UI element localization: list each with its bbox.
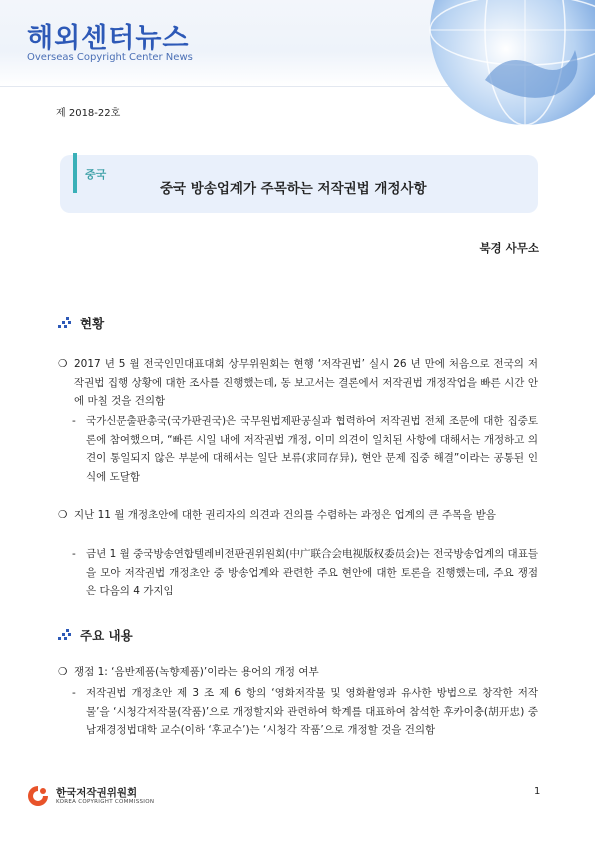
newsletter-subtitle: Overseas Copyright Center News (27, 52, 193, 63)
section-dots-icon (58, 316, 72, 330)
country-tag: 중국 (85, 168, 107, 181)
sub-item (72, 684, 538, 740)
office-name: 북경 사무소 (479, 241, 539, 255)
sub-item (72, 545, 538, 601)
section-heading-label: 주요 내용 (80, 628, 133, 643)
footer-logo (26, 784, 154, 808)
banner-accent-bar (73, 153, 77, 193)
org-name-ko: 한국저작권위원회 (56, 787, 138, 799)
globe-graphic (425, 0, 595, 130)
bullet-icon: ❍ (58, 509, 68, 521)
list-item-text: 쟁점 1: ‘음반제품(녹향제품)’이라는 용어의 개정 여부 (74, 666, 319, 678)
dash-icon: - (72, 687, 76, 699)
sub-item (72, 412, 538, 486)
sub-item-text: 국가신문출판총국(국가판권국)은 국무원법제판공실과 협력하여 저작권법 전체 조문에 대한 집중토론에 참여했으며, “빠른 시일 내에 저작권법 개정, 이미 의견이 일치된 사항에 대해서는 개정하고 의견이 통일되지 않은 부분에 대해서는 일단 보류(求同存异), 현안 문제 집중 해결”이라는 공통된 인식에 도달함 (86, 415, 538, 483)
section-heading (58, 626, 133, 644)
sub-item-text: 금년 1 월 중국방송연합텔레비전판권위원회(中广联合会电视版权委员会)는 전국방송업계의 대표들을 모아 저작권법 개정초안 중 방송업계와 관련한 주요 현안에 대한 토론을 진행했는데, 주요 쟁점은 다음의 4 가지임 (86, 548, 538, 597)
section-dots-icon (58, 628, 72, 642)
org-name-en: KOREA COPYRIGHT COMMISSION (56, 799, 155, 805)
bullet-icon: ❍ (58, 666, 68, 678)
section-heading (58, 314, 104, 332)
bullet-icon: ❍ (58, 358, 68, 370)
dash-icon: - (72, 415, 76, 427)
section-heading-label: 현황 (80, 316, 105, 331)
list-item (58, 506, 538, 525)
sub-item-text: 저작권법 개정초안 제 3 조 제 6 항의 ‘영화저작물 및 영화촬영과 유사한 방법으로 창작한 저작물’을 ‘시청각저작물(작품)’으로 개정할지와 관련하여 학계를 대표하여 참석한 후카이충(胡开忠) 중남재경정법대학 교수(이하 ‘후교수’)는 ‘시청각 작품’으로 개정할 것을 건의함 (86, 687, 538, 736)
list-item-text: 2017 년 5 월 전국인민대표대회 상무위원회는 현행 ‘저작권법’ 실시 26 년 만에 처음으로 전국의 저작권법 집행 상황에 대한 조사를 진행했는데, 동 보고서는 결론에서 저작권법 개정작업을 빠른 시간 안에 마칠 것을 건의함 (74, 358, 538, 407)
article-title: 중국 방송업계가 주목하는 저작권법 개정사항 (160, 181, 427, 197)
list-item-text: 지난 11 월 개정초안에 대한 권리자의 의견과 건의를 수렴하는 과정은 업계의 큰 주목을 받음 (74, 509, 496, 521)
list-item (58, 355, 538, 411)
dash-icon: - (72, 548, 76, 560)
issue-number: 제 2018-22호 (56, 108, 121, 119)
page-number: 1 (534, 786, 541, 797)
commission-logo-icon (26, 784, 50, 808)
newsletter-title: 해외센터뉴스 (27, 23, 190, 54)
list-item (58, 663, 538, 682)
